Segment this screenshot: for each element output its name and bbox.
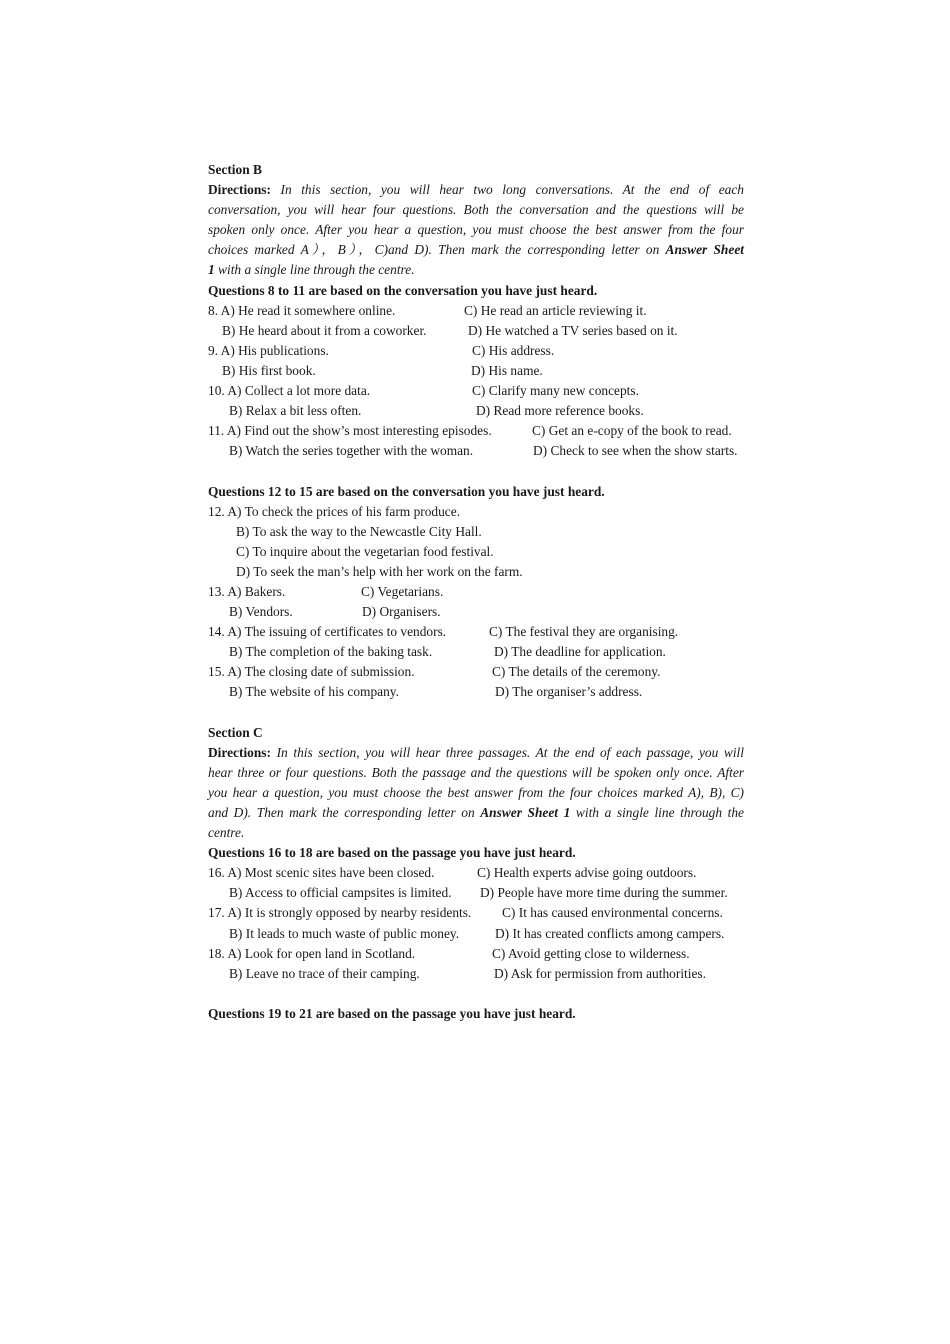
question-14-row-1: [208, 622, 744, 642]
option-a: 11. A) Find out the show’s most interesting episodes.: [208, 423, 492, 439]
option-a: 17. A) It is strongly opposed by nearby residents.: [208, 905, 472, 921]
question-13-row-1: [208, 582, 744, 602]
directions-label: Directions:: [208, 182, 271, 198]
option-a: 13. A) Bakers.: [208, 583, 286, 599]
question-8-row-2: [208, 321, 744, 341]
option-c: C) Get an e-copy of the book to read.: [532, 423, 732, 439]
answer-sheet-ref: Answer Sheet: [665, 242, 744, 258]
questions-16-18-intro: Questions 16 to 18 are based on the passage you have just heard.: [208, 845, 576, 861]
directions-text: choices marked A），B），C)and D). Then mark the corresponding letter on: [208, 242, 666, 258]
option-a: 14. A) The issuing of certificates to vendors.: [208, 624, 447, 640]
question-15-row-2: [208, 682, 744, 702]
question-10-row-1: [208, 381, 744, 401]
exam-page: [208, 160, 744, 1024]
option-c: C) His address.: [472, 342, 555, 358]
questions-8-11-intro: Questions 8 to 11 are based on the conversation you have just heard.: [208, 282, 598, 298]
question-9-row-1: [208, 341, 744, 361]
option-b: B) Watch the series together with the woman.: [229, 443, 474, 459]
spacer: [208, 461, 744, 481]
option-b: B) Relax a bit less often.: [229, 403, 362, 419]
option-c: C) Vegetarians.: [361, 583, 444, 599]
option-b: B) He heard about it from a coworker.: [222, 322, 427, 338]
option-d: D) He watched a TV series based on it.: [468, 322, 678, 338]
option-a: 8. A) He read it somewhere online.: [208, 302, 396, 318]
directions-text: and D). Then mark the corresponding letter on: [208, 805, 481, 820]
question-11-row-1: [208, 421, 744, 441]
option-b: B) Leave no trace of their camping.: [229, 965, 420, 981]
questions-12-15-intro: Questions 12 to 15 are based on the conversation you have just heard.: [208, 483, 605, 499]
directions-text: In this section, you will hear three passages. At the end of each passage, you will: [276, 744, 744, 760]
option-d: D) Check to see when the show starts.: [533, 443, 738, 459]
question-18-row-1: [208, 944, 744, 964]
answer-sheet-ref: Answer Sheet 1: [480, 805, 571, 820]
question-17-row-2: [208, 924, 744, 944]
section-b-directions-line-1: [208, 180, 744, 200]
section-c-directions-line-5: centre.: [208, 825, 245, 841]
option-c: C) Clarify many new concepts.: [472, 383, 639, 399]
section-b-directions-line-3: spoken only once. After you hear a question, you must choose the best answer from the four: [208, 222, 744, 238]
directions-text: with a single line through the: [570, 805, 745, 820]
option-c: C) The details of the ceremony.: [492, 664, 661, 680]
option-d: D) The organiser’s address.: [495, 684, 643, 700]
section-b-directions-line-5: [208, 260, 744, 280]
section-b-directions-line-2: conversation, you will hear four questions. Both the conversation and the questions will be: [208, 202, 744, 218]
question-10-row-2: [208, 401, 744, 421]
option-c: C) He read an article reviewing it.: [464, 302, 647, 318]
option-c: C) Health experts advise going outdoors.: [477, 865, 697, 881]
question-16-row-1: [208, 863, 744, 883]
questions-19-21-intro: Questions 19 to 21 are based on the passage you have just heard.: [208, 1005, 576, 1021]
question-9-row-2: [208, 361, 744, 381]
answer-sheet-number: 1: [208, 262, 215, 278]
option-b: B) The website of his company.: [229, 684, 399, 700]
question-16-row-2: [208, 883, 744, 903]
question-13-row-2: [208, 602, 744, 622]
directions-label: Directions:: [208, 744, 271, 760]
option-d: D) Ask for permission from authorities.: [494, 965, 706, 981]
option-a: 16. A) Most scenic sites have been closed.: [208, 865, 435, 881]
option-b: B) Vendors.: [229, 604, 293, 620]
option-d: D) The deadline for application.: [494, 644, 666, 660]
section-b-directions-line-4: [208, 240, 744, 260]
question-14-row-2: [208, 642, 744, 662]
option-b: B) Access to official campsites is limited.: [229, 885, 452, 901]
section-c-heading: Section C: [208, 724, 263, 740]
option-d: D) Organisers.: [362, 604, 441, 620]
directions-text: In this section, you will hear two long conversations. At the end of each: [280, 182, 744, 198]
section-c-directions-line-3: you hear a question, you must choose the best answer from the four choices marked A), B), C): [208, 784, 744, 800]
spacer: [208, 984, 744, 1004]
option-a: 9. A) His publications.: [208, 342, 329, 358]
directions-text: with a single line through the centre.: [214, 262, 415, 278]
question-8-row-1: [208, 301, 744, 321]
question-18-row-2: [208, 964, 744, 984]
section-c-directions-line-4: [208, 803, 744, 823]
option-a: 15. A) The closing date of submission.: [208, 664, 415, 680]
section-c-directions-line-1: [208, 743, 744, 763]
option-c: C) Avoid getting close to wilderness.: [492, 945, 690, 961]
option-c: C) The festival they are organising.: [489, 624, 679, 640]
question-12-option-b: B) To ask the way to the Newcastle City Hall.: [236, 523, 482, 539]
question-12-option-a: 12. A) To check the prices of his farm produce.: [208, 503, 461, 519]
question-12-option-d: D) To seek the man’s help with her work on the farm.: [236, 563, 523, 579]
option-d: D) His name.: [471, 362, 543, 378]
spacer: [208, 703, 744, 723]
question-11-row-2: [208, 441, 744, 461]
section-c-directions-line-2: hear three or four questions. Both the passage and the questions will be spoken only once. After: [208, 764, 744, 780]
option-a: 18. A) Look for open land in Scotland.: [208, 945, 416, 961]
question-12-option-c: C) To inquire about the vegetarian food festival.: [236, 543, 494, 559]
option-d: D) Read more reference books.: [476, 403, 644, 419]
option-b: B) His first book.: [222, 362, 316, 378]
question-17-row-1: [208, 903, 744, 923]
option-d: D) People have more time during the summer.: [480, 885, 728, 901]
option-d: D) It has created conflicts among campers.: [495, 925, 725, 941]
option-a: 10. A) Collect a lot more data.: [208, 383, 371, 399]
section-b-heading: Section B: [208, 162, 262, 177]
option-b: B) It leads to much waste of public money.: [229, 925, 460, 941]
question-15-row-1: [208, 662, 744, 682]
option-b: B) The completion of the baking task.: [229, 644, 433, 660]
option-c: C) It has caused environmental concerns.: [502, 905, 723, 921]
